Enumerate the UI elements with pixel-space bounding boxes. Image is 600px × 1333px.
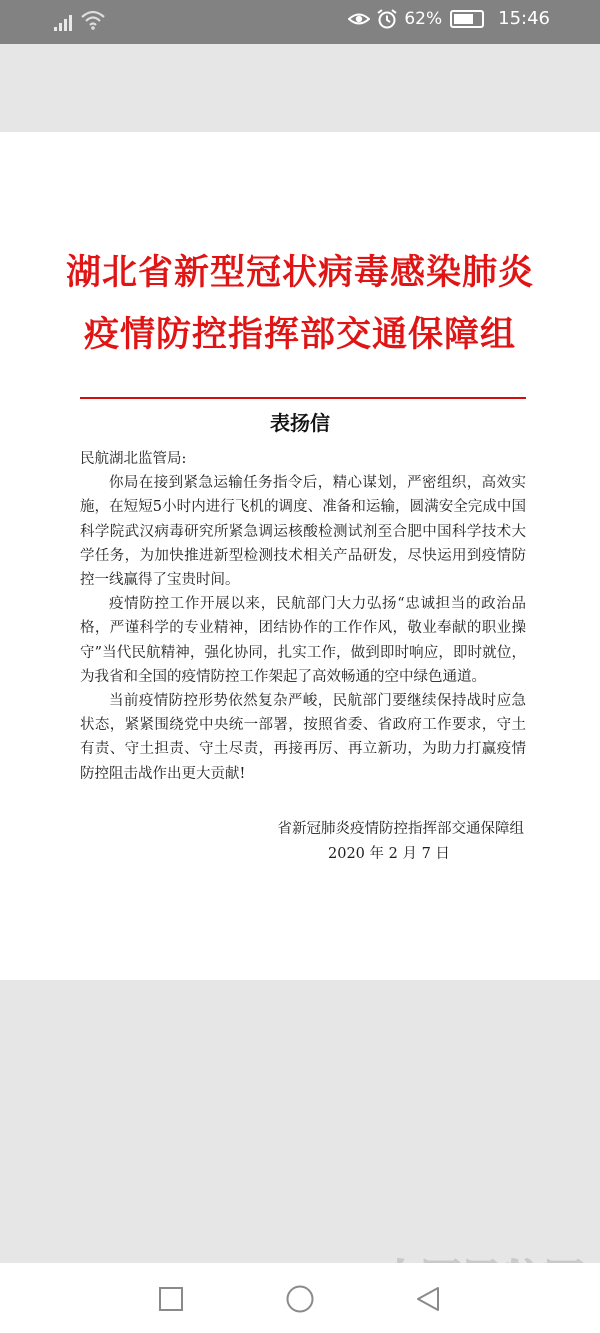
- eye-comfort-icon: [348, 9, 370, 29]
- alarm-icon: [376, 9, 398, 29]
- battery-icon: [450, 10, 484, 28]
- paragraph: 当前疫情防控形势依然复杂严峻，民航部门要继续保持战时应急状态，紧紧围绕党中央统一部署，按照省委、省政府工作要求，守土有责、守土担责、守土尽责，再接再厉、再立新功，为助力打赢疫情防控阻击战作出更大贡献!: [80, 693, 526, 782]
- square-icon: [158, 1286, 184, 1312]
- status-right: [348, 8, 550, 29]
- paragraph: 你局在接到紧急运输任务指令后，精心谋划，严密组织，高效实施，在短短5小时内进行飞机的调度、准备和运输，圆满安全完成中国科学院武汉病毒研究所紧急调运核酸检测试剂至合肥中国科学技术大学任务，为加快推进新型检测技术相关产品研发，尽快运用到疫情防控一线赢得了宝贵时间。: [80, 475, 526, 589]
- signature-date: 2020 年 2 月 7 日: [328, 846, 450, 862]
- home-button[interactable]: [282, 1281, 318, 1317]
- status-left: [54, 9, 106, 31]
- signal-icon: [54, 11, 72, 31]
- red-divider: [80, 397, 526, 399]
- paragraph: 疫情防控工作开展以来，民航部门大力弘扬“忠诚担当的政治品格，严谨科学的专业精神，团结协作的工作作风，敬业奉献的职业操守”当代民航精神，强化协同，扎实工作，做到即时响应，即时就位，为我省和全国的疫情防控工作架起了高效畅通的空中绿色通道。: [80, 596, 526, 685]
- circle-icon: [285, 1284, 315, 1314]
- document-heading-line2: 疫情防控指挥部交通保障组: [83, 314, 516, 355]
- status-bar: [0, 0, 600, 44]
- back-button[interactable]: [410, 1281, 446, 1317]
- battery-percent: 62%: [404, 8, 443, 29]
- wifi-icon: [80, 9, 106, 31]
- letter-title: 表扬信: [270, 411, 330, 435]
- clock: 15:46: [498, 8, 550, 29]
- document-page: [0, 132, 600, 980]
- bottom-margin: [0, 980, 600, 1263]
- signature-org: 省新冠肺炎疫情防控指挥部交通保障组: [277, 821, 524, 837]
- salutation: 民航湖北监管局:: [80, 451, 187, 467]
- letter-body: [80, 447, 526, 786]
- triangle-back-icon: [414, 1285, 442, 1313]
- recent-apps-button[interactable]: [153, 1281, 189, 1317]
- navigation-bar: [0, 1263, 600, 1333]
- top-margin: [0, 44, 600, 132]
- document-heading-line1: 湖北省新型冠状病毒感染肺炎: [65, 252, 534, 293]
